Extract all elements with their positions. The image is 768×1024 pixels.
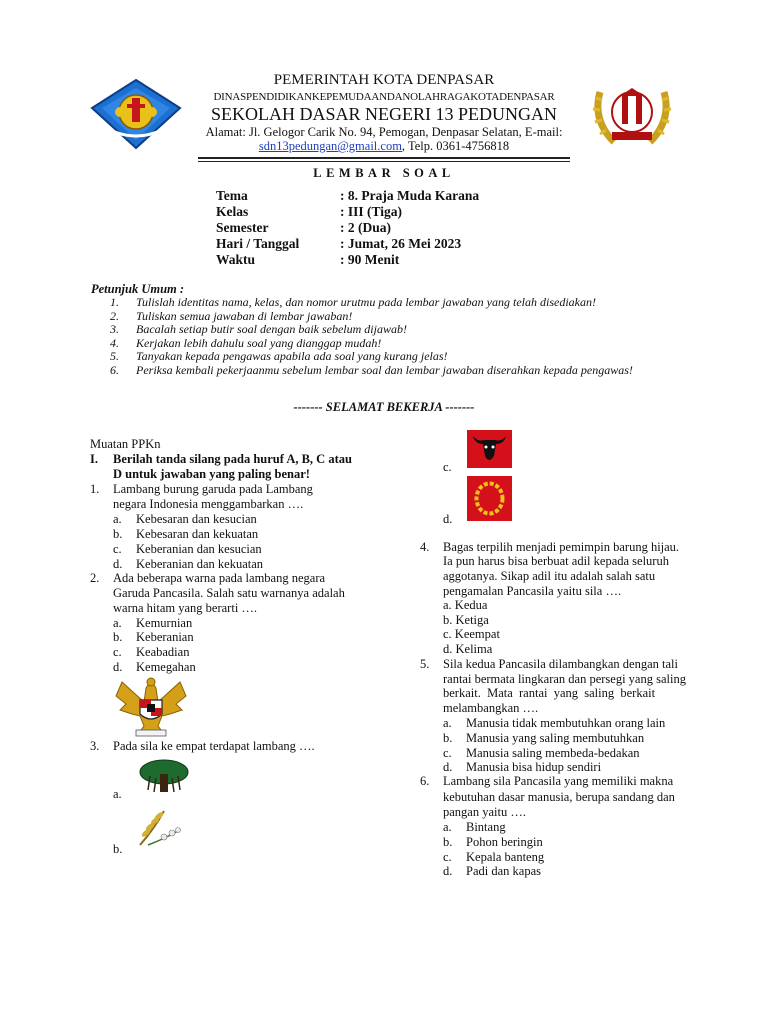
option-text: Pohon beringin [466, 835, 543, 849]
option-text: Kebesaran dan kesucian [136, 512, 257, 526]
info-row [216, 220, 479, 236]
banyan-tree-icon [138, 758, 190, 794]
option-letter: d. [443, 512, 453, 526]
info-row [216, 204, 479, 220]
school-logo-icon [590, 80, 674, 148]
option-letter: a. [443, 716, 452, 730]
option-text: Keberanian dan kesucian [136, 542, 262, 556]
question-text: Pada sila ke empat terdapat lambang …. [113, 739, 315, 753]
question-text: Ia pun harus bisa berbuat adil kepada seluruh [443, 554, 669, 568]
info-value: : 2 (Dua) [340, 220, 391, 235]
option-text: Kemurnian [136, 616, 193, 630]
list-number: 6. [110, 362, 119, 377]
option-letter: c. [443, 460, 452, 474]
header-department: DINASPENDIDIKANKEPEMUDAANDANOLAHRAGAKOTADENPASAR [213, 91, 555, 103]
list-item [110, 296, 675, 310]
list-number: 4. [110, 335, 119, 350]
option-text: b. Ketiga [443, 613, 489, 627]
option-text: Keberanian dan kekuatan [136, 557, 264, 571]
question-text: Sila kedua Pancasila dilambangkan dengan tali [443, 657, 678, 671]
option-letter: a. [113, 512, 122, 526]
list-text: Kerjakan lebih dahulu soal yang dianggap mudah! [136, 335, 382, 350]
list-item [110, 350, 675, 364]
chain-icon [467, 476, 512, 521]
good-luck-banner: ------- SELAMAT BEKERJA ------- [293, 400, 475, 414]
option-letter: a. [443, 820, 452, 834]
option-text: Kebesaran dan kekuatan [136, 527, 259, 541]
info-label: Kelas [216, 204, 249, 219]
option-letter: d. [113, 557, 123, 571]
list-item [110, 310, 675, 324]
header-contact [170, 139, 598, 154]
header-divider [198, 157, 570, 162]
list-number: 1. [110, 295, 119, 309]
question-text: warna hitam yang berarti …. [113, 601, 258, 615]
question-text: Lambang sila Pancasila yang memiliki makna [443, 774, 674, 788]
info-value: : 8. Praja Muda Karana [340, 188, 480, 203]
option-letter: c. [443, 746, 452, 760]
info-label: Waktu [216, 252, 256, 267]
option-text: Kemegahan [136, 660, 196, 674]
list-number: 3. [110, 322, 119, 336]
option-letter: b. [443, 731, 453, 745]
list-item [110, 364, 675, 378]
bull-head-icon [467, 430, 512, 468]
list-number: 5. [110, 349, 119, 363]
info-label: Tema [216, 188, 248, 203]
option-text: c. Keempat [443, 627, 500, 641]
option-letter: c. [113, 645, 122, 659]
option-text: Keberanian [136, 630, 194, 644]
question-number: 2. [90, 571, 100, 585]
header-telp: , Telp. 0361-4756818 [401, 139, 510, 153]
info-value: : 90 Menit [340, 252, 400, 267]
section-number: I. [90, 452, 98, 466]
info-row [216, 252, 479, 268]
option-letter: b. [113, 527, 123, 541]
list-item [110, 323, 675, 337]
question-text: kebutuhan dasar manusia, berupa sandang dan [443, 790, 675, 804]
option-text: Keabadian [136, 645, 190, 659]
list-text: Tanyakan kepada pengawas apabila ada soal yang kurang jelas! [136, 349, 448, 363]
list-number: 2. [110, 308, 119, 323]
rice-cotton-icon [134, 805, 182, 849]
section-instruction-line2: D untuk jawaban yang paling benar! [113, 467, 310, 481]
option-letter: c. [443, 850, 452, 864]
denpasar-logo-icon [90, 78, 182, 150]
instructions-title: Petunjuk Umum : [91, 282, 185, 296]
question-text: Bagas terpilih menjadi pemimpin barung hijau. [443, 540, 680, 554]
option-letter: d. [113, 660, 123, 674]
page-title: LEMBAR SOAL [313, 166, 455, 180]
option-text: Manusia tidak membutuhkan orang lain [466, 716, 666, 730]
list-text: Tulislah identitas nama, kelas, dan nomor urutmu pada lembar jawaban yang telah disediakan! [136, 295, 596, 309]
info-table [216, 188, 479, 268]
option-text: Kepala banteng [466, 850, 545, 864]
option-text: a. Kedua [443, 598, 488, 612]
section-instruction-line1: Berilah tanda silang pada huruf A, B, C atau [113, 452, 352, 466]
question-number: 4. [420, 540, 430, 554]
option-text: Manusia saling membeda-bedakan [466, 746, 640, 760]
header-government: PEMERINTAH KOTA DENPASAR [273, 72, 495, 88]
info-label: Semester [216, 220, 269, 235]
garuda-icon [112, 674, 190, 738]
option-letter: a. [113, 616, 122, 630]
list-text: Tuliskan semua jawaban di lembar jawaban! [136, 308, 353, 323]
list-text: Periksa kembali pekerjaanmu sebelum lembar soal dan lembar jawaban diserahkan kepada pengawas! [136, 362, 633, 377]
question-number: 5. [420, 657, 430, 671]
header-school-name: SEKOLAH DASAR NEGERI 13 PEDUNGAN [211, 104, 557, 124]
option-letter: b. [113, 630, 123, 644]
option-text: Bintang [466, 820, 506, 834]
question-number: 3. [90, 739, 100, 753]
list-item [110, 337, 675, 351]
option-letter: c. [113, 542, 122, 556]
email-link[interactable]: sdn13pedungan@gmail.com [258, 139, 402, 153]
option-text: Padi dan kapas [466, 864, 541, 878]
question-text: pangan yaitu …. [443, 805, 526, 819]
option-letter: b. [113, 842, 123, 856]
question-text: rantai bermata lingkaran dan persegi yang saling [443, 672, 686, 686]
info-row [216, 188, 479, 204]
option-letter: a. [113, 787, 122, 801]
question-text: Lambang burung garuda pada Lambang [113, 482, 313, 496]
question-text: berkait. Mata rantai yang saling berkait [443, 686, 656, 700]
header-address: Alamat: Jl. Gelogor Carik No. 94, Pemogan, Denpasar Selatan, E-mail: [205, 125, 563, 139]
info-value: : Jumat, 26 Mei 2023 [340, 236, 462, 251]
question-text: melambangkan …. [443, 701, 539, 715]
instructions-list [110, 296, 675, 377]
question-text: aggotanya. Sikap adil itu adalah salah satu [443, 569, 656, 583]
option-letter: b. [443, 835, 453, 849]
subject-label: Muatan PPKn [90, 437, 161, 451]
question-text: pengamalan Pancasila yaitu sila …. [443, 584, 622, 598]
info-label: Hari / Tanggal [216, 236, 300, 251]
question-number: 1. [90, 482, 100, 496]
option-letter: d. [443, 760, 453, 774]
info-row [216, 236, 479, 252]
question-number: 6. [420, 774, 430, 788]
question-text: negara Indonesia menggambarkan …. [113, 497, 304, 511]
option-text: Manusia bisa hidup sendiri [466, 760, 602, 774]
info-value: : III (Tiga) [340, 204, 403, 219]
list-text: Bacalah setiap butir soal dengan baik sebelum dijawab! [136, 322, 407, 336]
question-text: Ada beberapa warna pada lambang negara [113, 571, 326, 585]
option-text: Manusia yang saling membutuhkan [466, 731, 645, 745]
option-letter: d. [443, 864, 453, 878]
option-text: d. Kelima [443, 642, 493, 656]
question-text: Garuda Pancasila. Salah satu warnanya adalah [113, 586, 345, 600]
